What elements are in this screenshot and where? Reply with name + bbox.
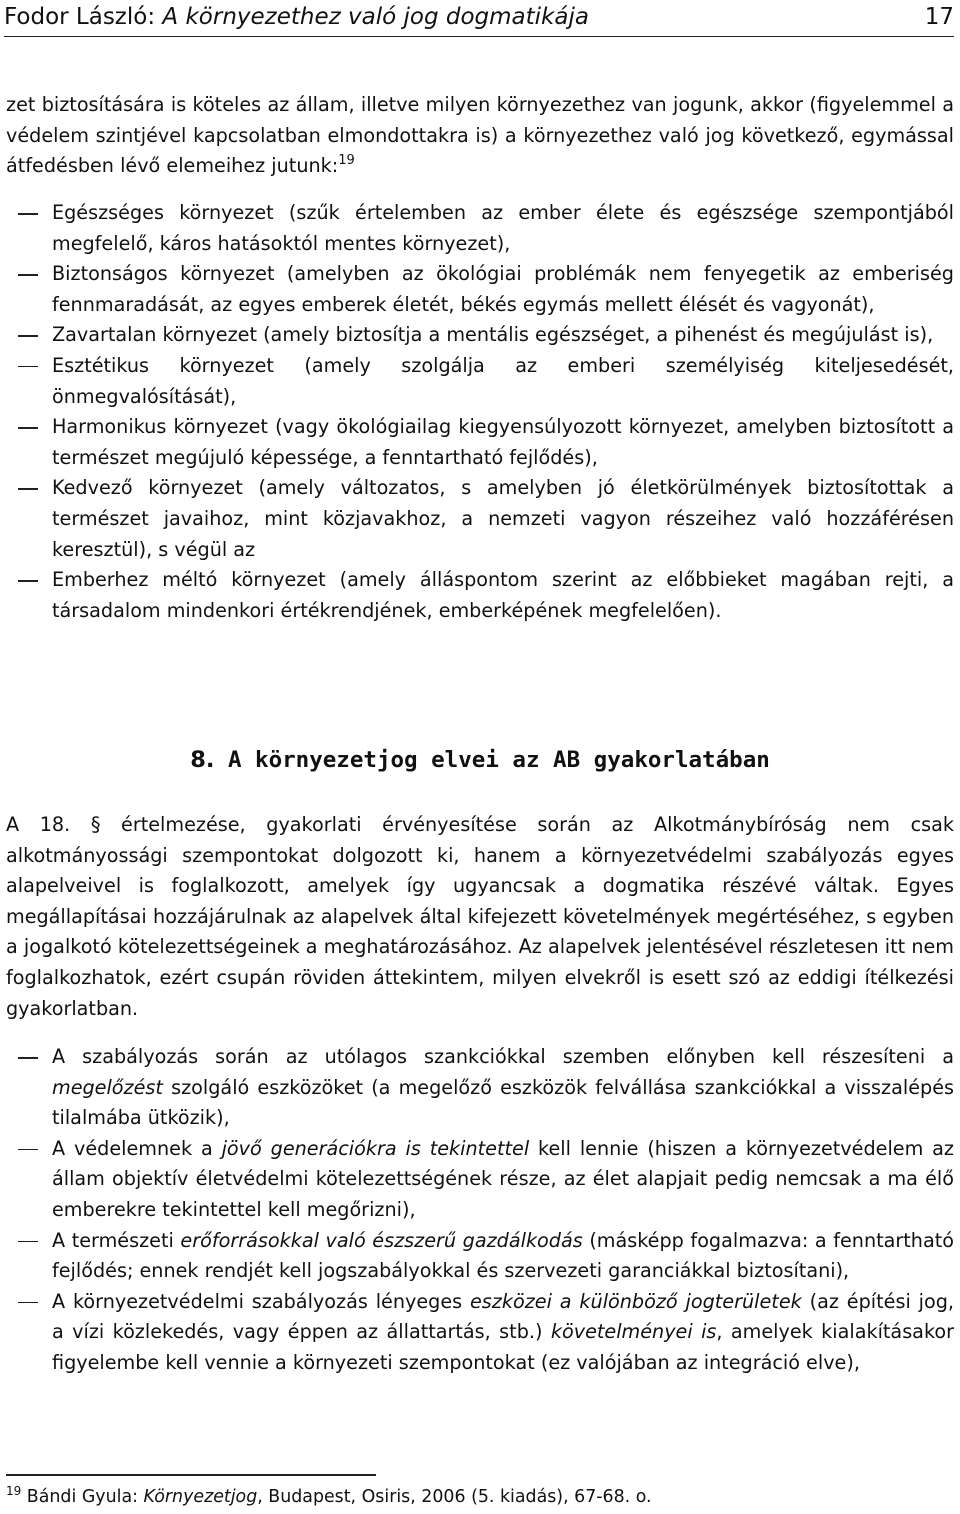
- list-item: Harmonikus környezet (vagy ökológiailag kiegyensúlyozott környezet, amelyben biztosított a természet megújuló képessége, a fenntartható fejlődés),: [6, 412, 954, 473]
- dash-bullet: [18, 580, 38, 582]
- list-item: A védelemnek a jövő generációkra is tekintettel kell lennie (hiszen a környezetvédelem az állam objektív életvédelmi kötelezettségének része, az élet alapjait pedig nemcsak a ma élő emberekre tekintettel kell megőrizni),: [6, 1134, 954, 1226]
- list-item: A szabályozás során az utólagos szankciókkal szemben előnyben kell részesíteni a megelőzést szolgáló eszközöket (a megelőző eszközök felvállása szankciókkal a visszalépés tilalmába ütközik),: [6, 1042, 954, 1134]
- dash-bullet: [18, 366, 38, 368]
- dash-bullet: [18, 213, 38, 215]
- list-item: Kedvező környezet (amely változatos, s amelyben jó életkörülmények biztosítottak a természet javaihoz, mint közjavakhoz, a nemzeti vagyon részeihez való hozzáférésen keresztül), s végül az: [6, 473, 954, 565]
- intro-paragraph: [6, 90, 954, 182]
- footnote-divider: [6, 1474, 376, 1476]
- running-header: [4, 2, 954, 37]
- dash-bullet: [18, 488, 38, 490]
- dash-bullet: [18, 1241, 38, 1243]
- dash-bullet: [18, 427, 38, 429]
- list-item: A természeti erőforrásokkal való észszerű gazdálkodás (másképp fogalmazva: a fenntartható fejlődés; ennek rendjét kell jogszabályokkal és szervezeti garanciákkal biztosítani),: [6, 1226, 954, 1287]
- section-number: 8.: [190, 747, 215, 773]
- list-item: Esztétikus környezet (amely szolgálja az emberi személyiség kiteljesedését, önmegvalósítását),: [6, 351, 954, 412]
- intro-text: zet biztosítására is köteles az állam, illetve milyen környezethez van jogunk, akkor (figyelemmel a védelem szintjével kapcsolatban elmondottakra is) a környezethez való jog következő, egymással átfedésben lévő elemeihez jutunk:: [6, 93, 954, 178]
- dash-bullet: [18, 274, 38, 276]
- principles-list: [6, 1042, 954, 1379]
- elements-list: [6, 198, 954, 626]
- list-item: Biztonságos környezet (amelyben az ökológiai problémák nem fenyegetik az emberiség fennmaradását, az egyes emberek életét, békés egymás mellett élését és vagyonát),: [6, 259, 954, 320]
- dash-bullet: [18, 335, 38, 337]
- section-paragraph: A 18. § értelmezése, gyakorlati érvényesítése során az Alkotmánybíróság nem csak alkotmányossági szempontokat dolgozott ki, hanem a környezetvédelmi szabályozás egyes alapelveivel is foglalkozott, amelyek így ugyancsak a dogmatika részévé váltak. Egyes megállapításai hozzájárulnak az alapelvek által kifejezett követelmények megértéséhez, s egyben a jogalkotó kötelezettségeinek a meghatározásához. Az alapelvek jelentésével részletesen itt nem foglalkozhatok, ezért csupán röviden áttekintem, milyen elvekről is esett szó az eddigi ítélkezési gyakorlatban.: [6, 813, 954, 1020]
- dash-bullet: [18, 1149, 38, 1151]
- list-item: Zavartalan környezet (amely biztosítja a mentális egészséget, a pihenést és megújulást is),: [6, 320, 954, 351]
- footnote-number: 19: [6, 1484, 22, 1498]
- list-item: Emberhez méltó környezet (amely álláspontom szerint az előbbieket magában rejti, a társadalom mindenkori értékrendjének, emberképének megfelelően).: [6, 565, 954, 626]
- list-item: Egészséges környezet (szűk értelemben az ember élete és egészsége szempontjából megfelelő, káros hatásoktól mentes környezet),: [6, 198, 954, 259]
- header-author: Fodor László:: [4, 4, 156, 30]
- section-title: A környezetjog elvei az AB gyakorlatában: [227, 747, 770, 773]
- dash-bullet: [18, 1302, 38, 1304]
- list-item: A környezetvédelmi szabályozás lényeges eszközei a különböző jogterületek (az építési jog, a vízi közlekedés, vagy éppen az állattartás, stb.) követelményei is, amelyek kialakításakor figyelembe kell vennie a környezeti szempontokat (ez valójában az integráció elve),: [6, 1287, 954, 1379]
- page-number: 17: [924, 4, 954, 30]
- footnote-book-title: Környezetjog: [143, 1487, 258, 1507]
- header-title: A környezethez való jog dogmatikája: [162, 4, 589, 30]
- dash-bullet: [18, 1057, 38, 1059]
- section-heading: [0, 745, 960, 775]
- footnote: $^{19}$ Bándi Gyula: Környezetjog, Budapest, Osiris, 2006 (5. kiadás), 67-68. o.: [6, 1484, 652, 1507]
- footnote-ref: 19: [338, 153, 355, 169]
